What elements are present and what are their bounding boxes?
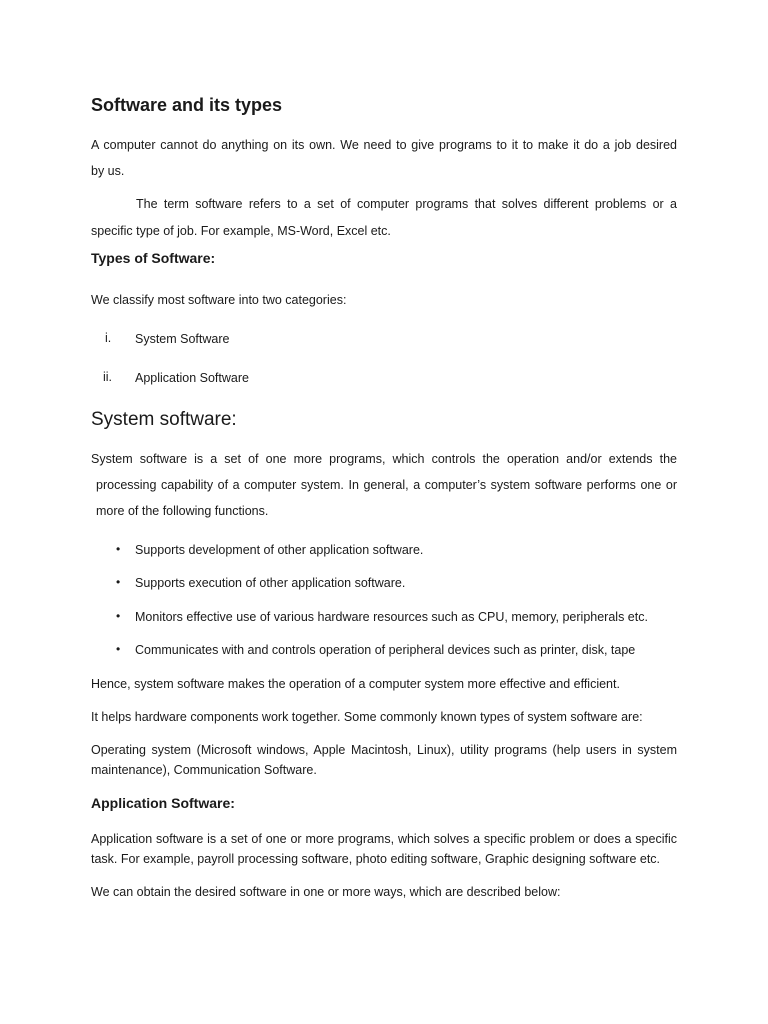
list-marker: i. [105,331,112,345]
system-heading: System software: [91,409,237,430]
hence-text: Hence, system software makes the operation of a computer system more effective and efficient. [91,677,620,691]
app-para-line-2: task. For example, payroll processing software, photo editing software, Graphic designing software etc. [91,852,661,866]
intro-line-2: by us. [91,164,125,178]
system-para-line-3: more of the following functions. [96,504,269,518]
bullet-icon: • [116,642,121,656]
classify-text: We classify most software into two categories: [91,293,347,307]
list-item: Application Software [135,371,249,385]
os-para-line-1: Operating system (Microsoft windows, Apple Macintosh, Linux), utility programs (help users in system [91,743,677,757]
bullet-icon: • [116,609,121,623]
app-heading: Application Software: [91,795,235,811]
bullet-icon: • [116,575,121,589]
helps-text: It helps hardware components work together. Some commonly known types of system software are: [91,710,643,724]
intro-line-4: specific type of job. For example, MS-Word, Excel etc. [91,224,391,238]
list-item: Monitors effective use of various hardware resources such as CPU, memory, peripherals etc. [135,610,648,624]
list-marker: ii. [103,370,113,384]
obtain-text: We can obtain the desired software in one or more ways, which are described below: [91,885,561,899]
bullet-icon: • [116,542,121,556]
page-title: Software and its types [91,95,283,115]
list-item: Supports development of other application software. [135,543,424,557]
types-heading: Types of Software: [91,250,216,266]
intro-line-3: The term software refers to a set of computer programs that solves different problems or a [136,197,677,211]
app-para-line-1: Application software is a set of one or more programs, which solves a specific problem or does a specific [91,832,677,846]
list-item: Supports execution of other application software. [135,576,406,590]
os-para-line-2: maintenance), Communication Software. [91,763,317,777]
system-para-line-1: System software is a set of one more programs, which controls the operation and/or extends the [91,452,677,466]
list-item: System Software [135,332,230,346]
list-item: Communicates with and controls operation of peripheral devices such as printer, disk, tape [135,643,636,657]
intro-line-1: A computer cannot do anything on its own. We need to give programs to it to make it do a job desired [91,138,677,152]
system-para-line-2: processing capability of a computer system. In general, a computer’s system software performs one or [96,478,677,492]
